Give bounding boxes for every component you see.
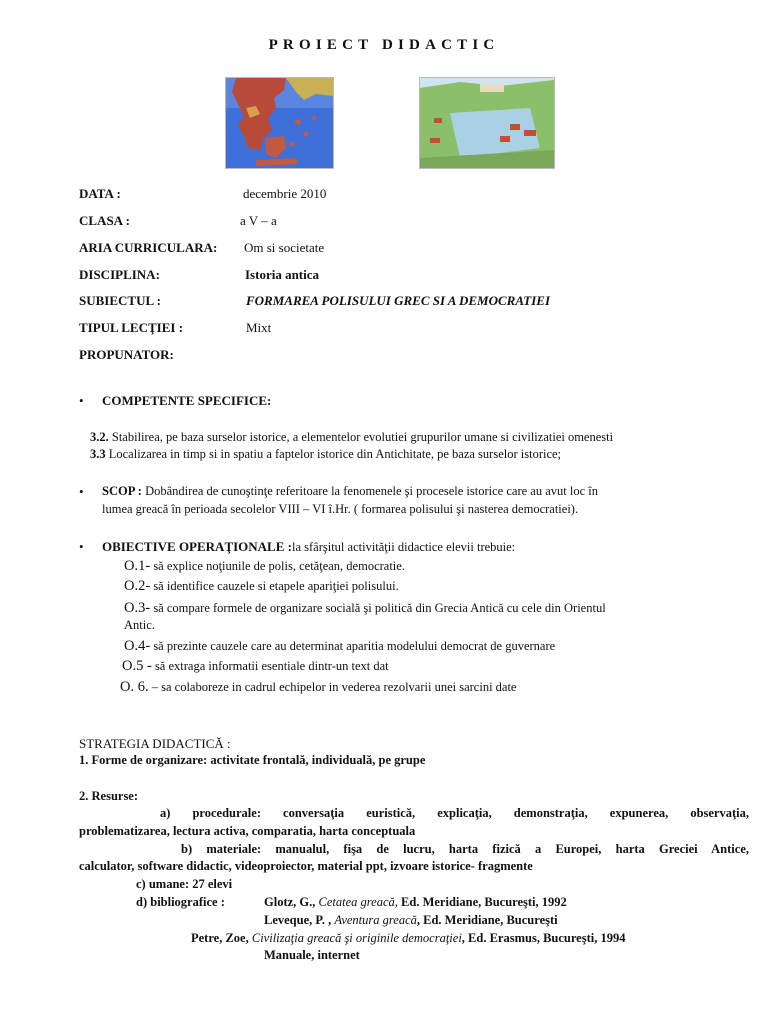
- competenta-text: Localizarea in timp si in spatiu a faptelor istorice din Antichitate, pe baza surselor istorice;: [108, 447, 562, 461]
- biblio-rest: , Ed. Erasmus, Bucureşti, 1994: [461, 931, 626, 945]
- city-illustration-icon: [420, 78, 554, 168]
- bibliografie-label: d) bibliografice :: [136, 895, 225, 909]
- competenta-num: 3.2.: [90, 430, 109, 444]
- field-propunator-label: PROPUNATOR:: [79, 347, 174, 362]
- obiective-intro: la sfârşitul activităţii didactice elevii trebuie:: [291, 540, 516, 554]
- obiectiv-text: să compare formele de organizare socială şi politică din Grecia Antică cu cele din Orientul: [153, 601, 606, 615]
- resurse-materiale-2: calculator, software didactic, videoproiector, material ppt, izvoare istorice- fragmente: [79, 859, 533, 873]
- competenta-num: 3.3: [90, 447, 106, 461]
- resurse-materiale-1: b) materiale: manualul, fişa de lucru, harta fizică a Europei, harta Greciei Antice,: [181, 842, 749, 856]
- field-aria-label: ARIA CURRICULARA:: [79, 240, 218, 255]
- resurse-umane: c) umane: 27 elevi: [136, 877, 233, 891]
- page-title: PROIECT DIDACTIC: [268, 37, 500, 53]
- bullet-icon: •: [79, 484, 84, 499]
- biblio-title: Aventura greacă: [334, 913, 417, 927]
- biblio-author: Leveque, P. ,: [264, 913, 332, 927]
- obiective-label: OBIECTIVE OPERAŢIONALE :: [102, 539, 292, 554]
- biblio-rest: Ed. Meridiane, Bucureşti, 1992: [401, 895, 567, 909]
- biblio-author: Glotz, G.,: [264, 895, 316, 909]
- competente-heading: COMPETENTE SPECIFICE:: [102, 393, 272, 408]
- field-clasa-label: CLASA :: [79, 213, 130, 228]
- greece-map-image: [225, 77, 334, 169]
- field-disciplina-value: Istoria antica: [245, 267, 320, 282]
- field-data-label: DATA :: [79, 186, 121, 201]
- obiectiv-code: O.3-: [124, 600, 151, 616]
- biblio-title: Cetatea greacă,: [318, 895, 398, 909]
- field-tipul-label: TIPUL LECŢIEI :: [79, 320, 184, 335]
- obiectiv-code: O.5 -: [122, 658, 152, 674]
- obiectiv-item: [120, 679, 516, 696]
- bibliografie-item: [191, 931, 625, 946]
- obiectiv-item: [124, 558, 405, 575]
- strategia-heading: STRATEGIA DIDACTICĂ :: [79, 736, 231, 751]
- obiective-header: [102, 539, 515, 555]
- obiectiv-text: să identifice cauzele si etapele apariţiei polisului.: [153, 579, 399, 593]
- obiectiv-code: O.4-: [124, 638, 151, 654]
- biblio-rest: , Ed. Meridiane, Bucureşti: [416, 913, 558, 927]
- obiectiv-code: O.2-: [124, 578, 151, 594]
- scop-text-2: lumea greacă în perioada secolelor VIII – VI î.Hr. ( formarea polisului şi nasterea democratiei).: [102, 502, 579, 516]
- biblio-title: Civilizaţia greacă şi originile democraţiei: [251, 931, 462, 945]
- obiectiv-text: să explice noţiunile de polis, cetăţean, democratie.: [153, 559, 405, 573]
- scop-line-1: [102, 484, 598, 499]
- bullet-icon: •: [79, 393, 84, 408]
- field-disciplina-label: DISCIPLINA:: [79, 267, 160, 282]
- field-subiectul-value: FORMAREA POLISULUI GREC SI A DEMOCRATIEI: [246, 293, 551, 308]
- field-subiectul-label: SUBIECTUL :: [79, 293, 161, 308]
- field-clasa-value: a V – a: [240, 213, 277, 228]
- scop-text-1: Dobândirea de cunoştinţe referitoare la fenomenele şi procesele istorice care au avut loc în: [145, 484, 598, 498]
- obiectiv-item: [124, 638, 555, 655]
- bibliografie-item: [264, 895, 567, 910]
- obiectiv-code: O.1-: [124, 558, 151, 574]
- resurse-procedurale-2: problematizarea, lectura activa, comparatia, harta conceptuala: [79, 824, 416, 838]
- map-icon: [226, 78, 333, 168]
- bullet-icon: •: [79, 539, 84, 554]
- field-tipul-value: Mixt: [246, 320, 272, 335]
- obiectiv-text-cont: Antic.: [124, 618, 155, 632]
- resurse-procedurale-1: a) procedurale: conversaţia euristică, explicaţia, demonstraţia, expunerea, observaţia,: [160, 806, 749, 820]
- field-aria-value: Om si societate: [244, 240, 325, 255]
- ancient-city-illustration: [419, 77, 555, 169]
- obiectiv-text: să prezinte cauzele care au determinat aparitia modelului democrat de guvernare: [153, 639, 556, 653]
- resurse-heading: 2. Resurse:: [79, 789, 139, 803]
- obiectiv-text: – sa colaboreze in cadrul echipelor in vederea rezolvarii unei sarcini date: [151, 680, 517, 694]
- field-data-value: decembrie 2010: [243, 186, 327, 201]
- forme-organizare: 1. Forme de organizare: activitate frontală, individuală, pe grupe: [79, 753, 426, 767]
- obiectiv-item: [124, 578, 399, 595]
- competenta-item: [90, 447, 561, 462]
- biblio-author: Petre, Zoe,: [191, 931, 249, 945]
- obiectiv-code: O. 6.: [120, 679, 149, 695]
- bibliografie-item: [264, 913, 558, 928]
- obiectiv-item: [122, 658, 389, 675]
- scop-label: SCOP :: [102, 484, 142, 498]
- competenta-item: [90, 430, 613, 445]
- competenta-text: Stabilirea, pe baza surselor istorice, a elementelor evolutiei grupurilor umane si civilizatiei omenesti: [111, 430, 614, 444]
- bibliografie-item: Manuale, internet: [264, 948, 360, 962]
- obiectiv-item: [124, 600, 606, 617]
- obiectiv-text: să extraga informatii esentiale dintr-un text dat: [154, 659, 389, 673]
